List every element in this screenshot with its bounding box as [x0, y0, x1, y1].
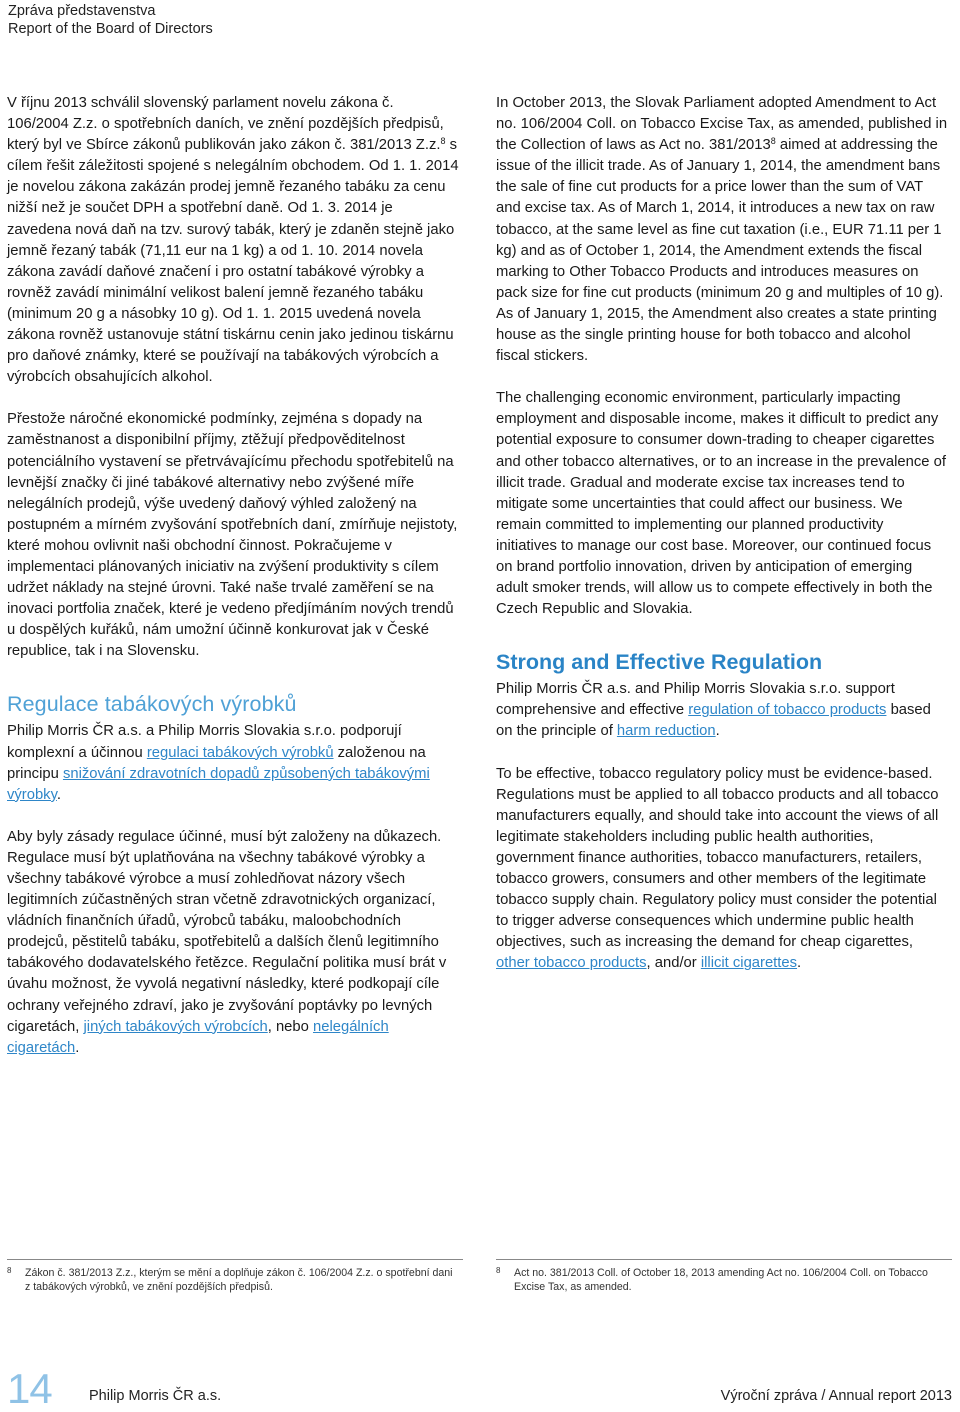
- cz-paragraph-evidence-based: Aby byly zásady regulace účinné, musí být založeny na důkazech. Regulace musí být uplatňována na všechny tabákové výrobky a všechny tabákové výrobce a musí zohledňovat názory všech legitimních zúčastněných stran včetně zdravotnických organizací, vládních finančních úřadů, výrobců tabáku, maloobchodních prodejců, pěstitelů tabáku, spotřebitelů a dalších členů legitimního tabákového dodavatelského řetězce. Regulační politika musí brát v úvahu možnost, že vyvolá negativní následky, které podkopají cíle ochrany veřejného zdraví, jako je zvyšování poptávky po levných cigaretách, jiných tabákových výrobcích, nebo nelegálních cigaretách.: [7, 828, 447, 1056]
- footnote-text: Zákon č. 381/2013 Z.z., kterým se mění a doplňuje zákon č. 106/2004 Z.z. o spotřební dani z tabákových výrobků, ve znění pozdějších předpisů.: [25, 1267, 453, 1293]
- link-regulation-en[interactable]: regulation of tobacco products: [688, 702, 887, 719]
- footer-report-title: Výroční zpráva / Annual report 2013: [720, 1388, 952, 1404]
- czech-column: [7, 93, 459, 1080]
- footnote-text: Act no. 381/2013 Coll. of October 18, 2013 amending Act no. 106/2004 Coll. on Tobacco Excise Tax, as amended.: [514, 1267, 928, 1293]
- footnote-number: 8: [7, 1266, 12, 1275]
- en-paragraph-slovak-amendment: In October 2013, the Slovak Parliament adopted Amendment to Act no. 106/2004 Coll. on Tobacco Excise Tax, as amended, published in the Collection of laws as Act no. 381/2013$^8$ aimed at addressing the issue of the illicit trade. As of January 1, 2014, the amendment bans the sale of fine cut products for a price lower than the sum of VAT and excise tax. As of March 1, 2014, it introduces a new tax on raw tobacco, at the same level as fine cut taxation (i.e., EUR 71.11 per 1 kg) and as of October 1, 2014, the Amendment extends the fiscal marking to Other Tobacco Products and introduces measures on pack size for fine cut products (minimum 20 g and multiples of 10 g). As of January 1, 2015, the Amendment also creates a state printing house as the single printing house for both tobacco and alcohol fiscal stickers.: [496, 95, 948, 365]
- link-other-tobacco-cz[interactable]: jiných tabákových výrobcích: [83, 1018, 268, 1035]
- footnote-number: 8: [496, 1266, 501, 1275]
- footnote-divider-right: [496, 1259, 952, 1260]
- link-regulation-cz[interactable]: regulaci tabákových výrobků: [146, 744, 334, 761]
- en-paragraph-evidence-based: To be effective, tobacco regulatory policy must be evidence-based. Regulations must be applied to all tobacco products and all tobacco manufacturers equally, and should take into account the views of all legitimate stakeholders including public health authorities, government finance authorities, tobacco manufacturers, retailers, tobacco growers, consumers and other members of the legitimate tobacco supply chain. Regulatory policy must consider the potential to trigger adverse consequences which undermine public health objectives, such as increasing the demand for cheap cigarettes, other tobacco products, and/or illicit cigarettes.: [496, 765, 939, 972]
- link-harm-reduction-en[interactable]: harm reduction: [616, 723, 716, 740]
- en-paragraph-economic-environment: The challenging economic environment, particularly impacting employment and disposable income, makes it difficult to predict any potential exposure to consumer down-trading to cheaper cigarettes and other tobacco alternatives, or to an increase in the prevalence of illicit trade. Gradual and moderate excise tax increases tend to mitigate some uncertainties that could affect our business. We remain committed to implementing our planned productivity initiatives to manage our cost base. Moreover, our continued focus on brand portfolio innovation, driven by anticipation of emerging adult smoker trends, will allow us to compete effectively in both the Czech Republic and Slovakia.: [496, 390, 946, 618]
- link-harm-reduction-cz[interactable]: snižování zdravotních dopadů způsobených tabákovými výrobky: [7, 765, 430, 803]
- en-section-heading: Strong and Effective Regulation: [496, 650, 823, 675]
- running-header: [8, 2, 213, 38]
- en-paragraph-regulation-support: Philip Morris ČR a.s. and Philip Morris Slovakia s.r.o. support comprehensive and effective regulation of tobacco products based on the principle of harm reduction.: [496, 681, 931, 740]
- footnote-english: [496, 1266, 948, 1294]
- running-header-english: Report of the Board of Directors: [8, 21, 213, 37]
- footnote-czech: [7, 1266, 459, 1294]
- cz-section-heading: Regulace tabákových výrobků: [7, 692, 297, 717]
- footnote-ref[interactable]: 8: [770, 136, 776, 147]
- footnote-divider-left: [7, 1259, 463, 1260]
- english-column: [496, 93, 948, 995]
- link-illicit-cigarettes-cz[interactable]: nelegálních cigaretách: [7, 1018, 389, 1056]
- link-other-tobacco-en[interactable]: other tobacco products: [496, 955, 647, 972]
- page-number: 14: [7, 1365, 52, 1412]
- footer-company: Philip Morris ČR a.s.: [89, 1388, 222, 1404]
- cz-paragraph-regulation-support: Philip Morris ČR a.s. a Philip Morris Slovakia s.r.o. podporují komplexní a účinnou regulaci tabákových výrobků založenou na principu snižování zdravotních dopadů způsobených tabákovými výrobky.: [7, 723, 430, 803]
- cz-paragraph-slovak-amendment: V říjnu 2013 schválil slovenský parlament novelu zákona č. 106/2004 Z.z. o spotřebních daních, ve znění pozdějších předpisů, který byl ve Sbírce zákonů publikován jako zákon č. 381/2013 Z.z.$^8$ s cílem řešit záležitosti spojené s nelegálním obchodem. Od 1. 1. 2014 je novelou zákona zakázán prodej jemně řezaného tabáku za cenu nižší než je součet DPH a spotřební daně. Od 1. 3. 2014 je zavedena nová daň na tzv. surový tabák, který je zdaněn stejně jako jemně řezaný tabák (71,11 eur na 1 kg) a od 1. 10. 2014 novela zákona zavádí daňové značení i pro ostatní tabákové výrobky a rovněž zavádí minimální velikost balení jemně řezaného tabáku (minimum 20 g a násobky 10 g). Od 1. 1. 2015 uvedená novela zákona rovněž ustanovuje státní tiskárnu cenin jako jedinou tiskárnu pro daňové známky, které se používají na tabákových výrobcích a výrobcích obsahujících alkohol.: [7, 95, 459, 386]
- link-illicit-cigarettes-en[interactable]: illicit cigarettes: [700, 955, 798, 972]
- cz-paragraph-economic-environment: Přestože náročné ekonomické podmínky, zejména s dopady na zaměstnanost a disponibilní příjmy, ztěžují předpověditelnost potenciálního vystavení se přetrvávajícímu přechodu spotřebitelů na levnější značky či jiné tabákové alternativy nebo zvýšené míře nelegálních prodejů, výše uvedený daňový výhled založený na postupném a mírném zvyšování spotřebních daní, zmírňuje nejistoty, které mohou ovlivnit naši obchodní činnost. Pokračujeme v implementaci plánovaných iniciativ na zvýšení produktivity s cílem udržet náklady na stejné úrovni. Také naše trvalé zaměření se na inovaci portfolia značek, které je vedeno předjímáním nových trendů u dospělých kuřáků, nám umožní účinně konkurovat jak v České republice, tak i na Slovensku.: [7, 411, 458, 660]
- footnote-ref[interactable]: 8: [440, 136, 446, 147]
- running-header-czech: Zpráva představenstva: [8, 3, 156, 19]
